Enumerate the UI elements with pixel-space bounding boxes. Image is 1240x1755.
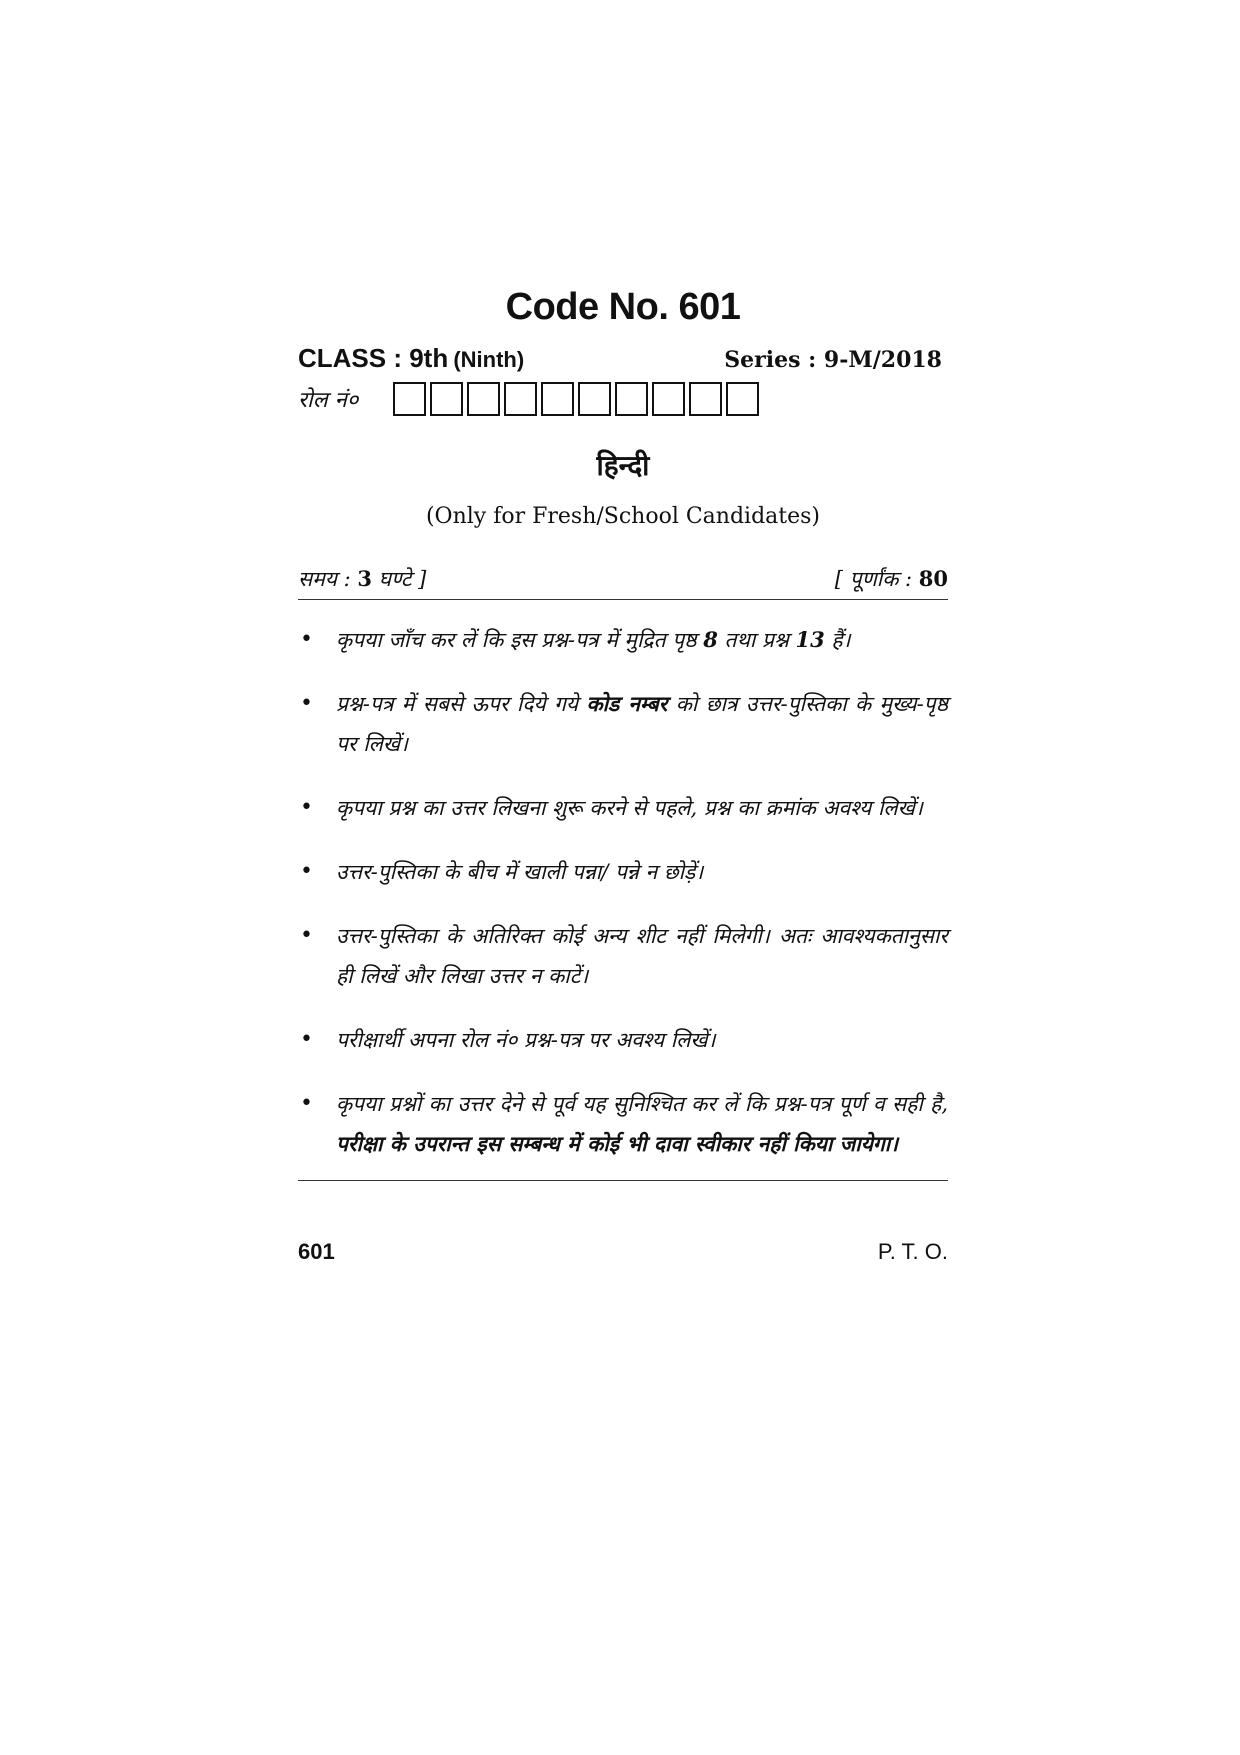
roll-number-box[interactable]	[541, 382, 574, 416]
time-label: समय :	[298, 567, 358, 591]
instruction-item	[298, 1084, 948, 1164]
instruction-text: परीक्षार्थी अपना रोल नं० प्रश्न-पत्र पर अवश्य लिखें।	[336, 1028, 716, 1052]
instruction-emphasis: 8	[703, 627, 718, 652]
roll-number-label: रोल नं०	[298, 388, 359, 413]
instruction-item	[298, 684, 948, 764]
instruction-text: उत्तर-पुस्तिका के अतिरिक्त कोई अन्य शीट नहीं मिलेगी। अतः आवश्यकतानुसार ही लिखें और लिखा उत्तर न काटें।	[336, 924, 948, 988]
time-allowed	[298, 565, 426, 593]
instruction-text: प्रश्न-पत्र में सबसे ऊपर दिये गये	[336, 692, 587, 716]
class-info	[298, 343, 524, 374]
max-marks	[835, 565, 948, 593]
roll-number-box[interactable]	[504, 382, 537, 416]
instruction-text: को छात्र उत्तर-पुस्तिका के मुख्य-पृष्ठ पर लिखें।	[336, 692, 948, 756]
instruction-item	[298, 620, 948, 660]
roll-number-boxes	[393, 382, 763, 416]
roll-number-box[interactable]	[652, 382, 685, 416]
instruction-emphasis: परीक्षा के उपरान्त इस सम्बन्ध में कोई भी दावा स्वीकार नहीं किया जायेगा।	[336, 1131, 899, 1156]
class-parenthetical: (Ninth)	[453, 347, 525, 372]
bullet-icon: •	[300, 859, 313, 884]
instruction-text: हैं।	[824, 628, 851, 652]
instruction-item	[298, 788, 948, 828]
instruction-emphasis: 13	[795, 627, 825, 652]
marks-value: 80	[918, 566, 948, 591]
bullet-icon: •	[300, 1091, 313, 1116]
time-value: 3	[357, 566, 372, 591]
roll-number-box[interactable]	[689, 382, 722, 416]
instruction-text: उत्तर-पुस्तिका के बीच में खाली पन्ना/ पन्ने न छोड़ें।	[336, 860, 704, 884]
page-footer	[298, 1239, 948, 1265]
code-number-title: Code No. 601	[505, 286, 741, 328]
subject-title: हिन्दी	[596, 449, 650, 482]
roll-number-box[interactable]	[615, 382, 648, 416]
instruction-item	[298, 916, 948, 996]
instruction-text: कृपया प्रश्न का उत्तर लिखना शुरू करने से पहले, प्रश्न का क्रमांक अवश्य लिखें।	[336, 796, 923, 820]
instructions-bottom-rule	[298, 1180, 948, 1181]
time-unit: घण्टे ]	[372, 567, 427, 591]
instruction-emphasis: कोड नम्बर	[586, 691, 668, 716]
instruction-text: कृपया प्रश्नों का उत्तर देने से पूर्व यह सुनिश्चित कर लें कि प्रश्न-पत्र पूर्ण व सही है,	[336, 1092, 948, 1116]
instruction-item	[298, 1020, 948, 1060]
bullet-icon: •	[300, 1027, 313, 1052]
roll-number-box[interactable]	[726, 382, 759, 416]
series-label: Series : 9-M/2018	[724, 347, 942, 373]
question-paper-cover	[298, 286, 948, 1265]
marks-label: [ पूर्णांक :	[834, 567, 919, 591]
bullet-icon: •	[300, 923, 313, 948]
roll-number-row	[298, 382, 948, 416]
candidate-type-note: (Only for Fresh/School Candidates)	[425, 504, 821, 529]
time-marks-row	[298, 565, 948, 600]
roll-number-box[interactable]	[393, 382, 426, 416]
class-series-row	[298, 343, 948, 374]
instruction-text: तथा प्रश्न	[717, 628, 796, 652]
footer-code-number: 601	[298, 1239, 335, 1264]
please-turn-over: P. T. O.	[877, 1239, 948, 1264]
class-label: CLASS : 9th	[298, 343, 449, 373]
roll-number-box[interactable]	[467, 382, 500, 416]
bullet-icon: •	[300, 627, 313, 652]
bullet-icon: •	[300, 691, 313, 716]
instruction-text: कृपया जाँच कर लें कि इस प्रश्न-पत्र में मुद्रित पृष्ठ	[336, 628, 704, 652]
roll-number-box[interactable]	[578, 382, 611, 416]
instructions-list	[298, 620, 948, 1164]
roll-number-box[interactable]	[430, 382, 463, 416]
instruction-item	[298, 852, 948, 892]
bullet-icon: •	[300, 795, 313, 820]
